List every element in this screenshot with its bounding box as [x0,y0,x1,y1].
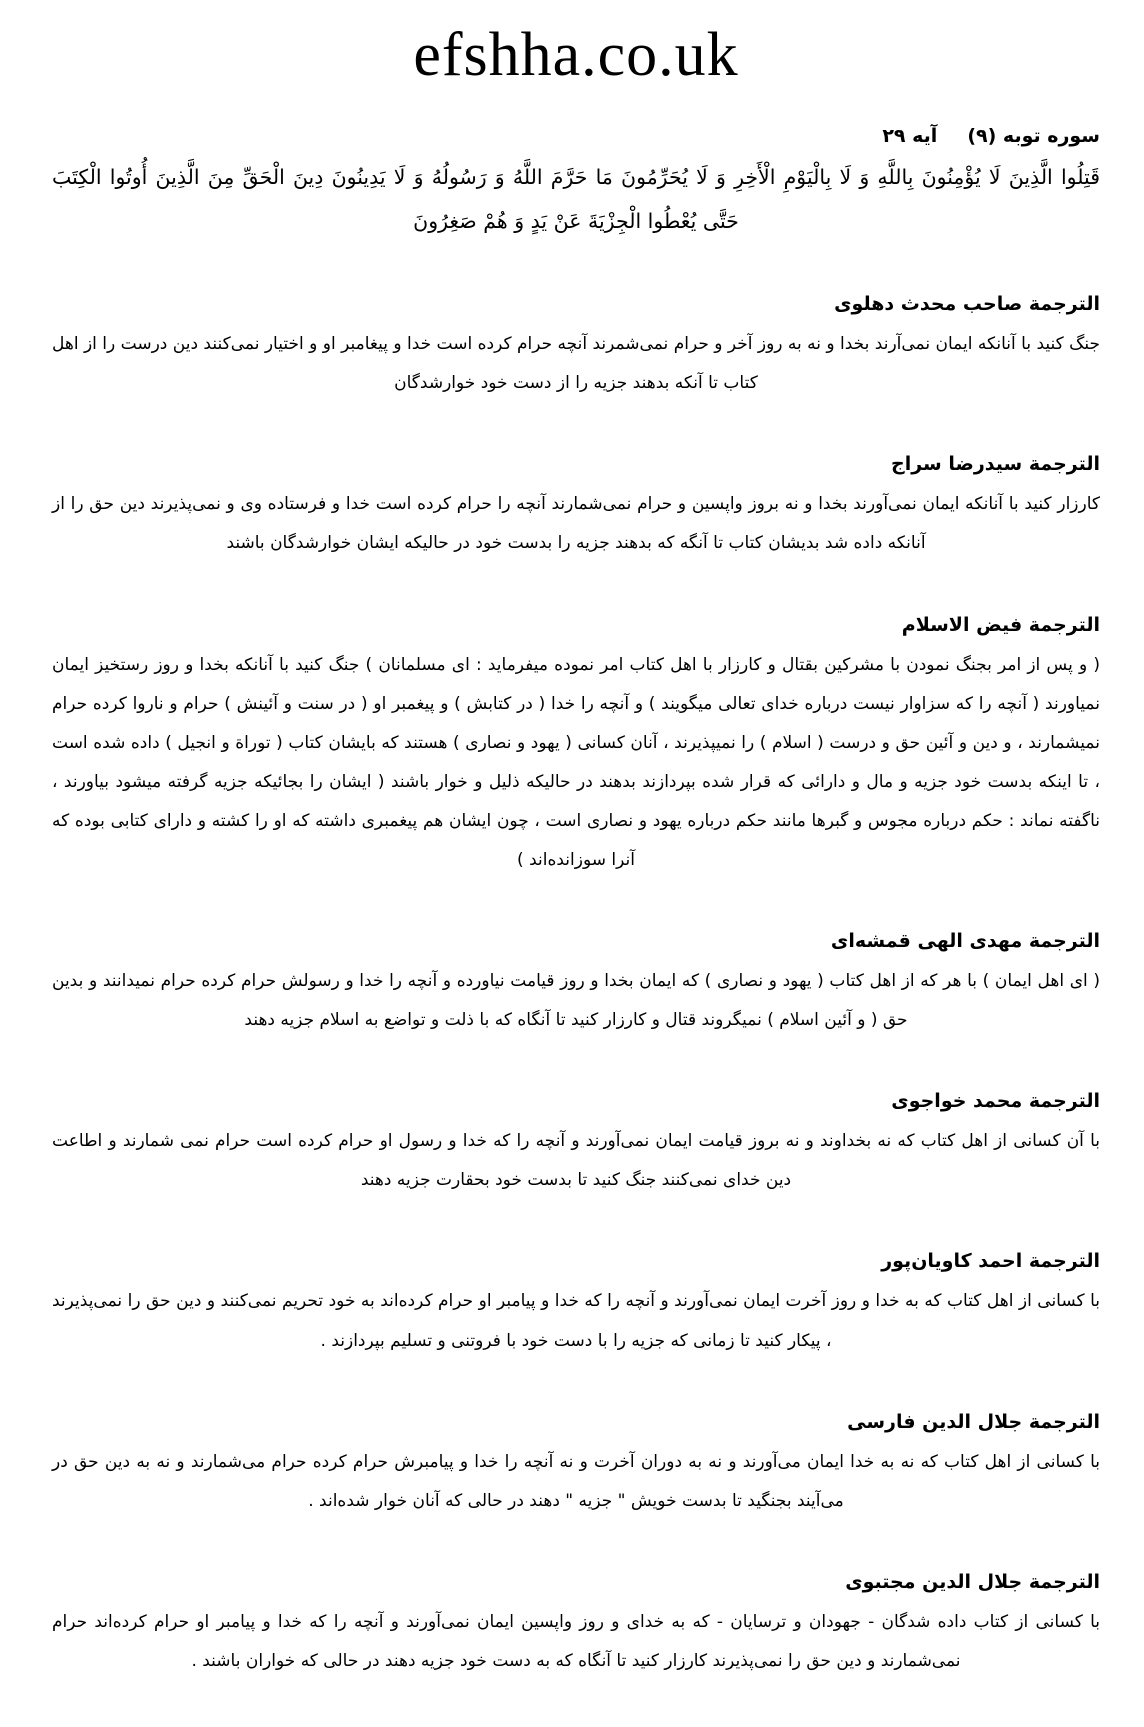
translation-section [52,1250,1100,1360]
translation-section [52,1411,1100,1521]
translation-header: الترجمة صاحب محدث دهلوى [834,293,1100,316]
translation-section [52,930,1100,1040]
arabic-verse-text: قَتِلُوا الَّذِينَ لَا يُؤْمِنُونَ بِاللَّهِ وَ لَا بِالْيَوْمِ الْأَخِرِ وَ لَا يُحَرِّمُونَ مَا حَرَّمَ اللَّهُ وَ رَسُولُهُ وَ لَا يَدِينُونَ دِينَ الْحَقِّ مِنَ الَّذِينَ أُوتُوا الْكِتَبَ حَتَّى يُعْطُوا الْجِزْيَةَ عَنْ يَدٍ وَ هُمْ صَغِرُونَ [52,165,1100,234]
translation-text: ( و پس از امر بجنگ نمودن با مشرکین بقتال و کارزار با اهل کتاب امر نموده میفرماید : ای مسلمانان ) جنگ کنید با آنانکه بخدا و روز رستخیز ایمان نمیاورند ( آنچه را که سزاوار نیست درباره خدای تعالی میگویند ) و آنچه را خدا ( در کتابش ) و پیغمبر او ( در سنت و آئینش ) حرام و ناروا کرده حرام نمیشمارند ، و دین و آئین حق و درست ( اسلام ) را نمیپذیرند ، آنان کسانی ( یهود و نصاری ) هستند که بایشان کتاب ( توراة و انجیل ) داده شده است ، تا اینکه بدست خود جزیه و مال و دارائی که قرار شده بپردازند بدهند در حالیکه ذلیل و خوار باشند ( ایشان را بجائیکه جزیه گرفته میشود بیاورند ، ناگفته نماند : حکم درباره مجوس و گبرها مانند حکم درباره یهود و نصاری است ، چون ایشان هم پیغمبری داشته که او را کشته و دارای کتابی بوده که آنرا سوزانده‌اند ) [52,654,1100,870]
translation-text: ( ای اهل ایمان ) با هر که از اهل کتاب ( یهود و نصاری ) که ایمان بخدا و روز قیامت نیاورده و آنچه را خدا و رسولش حرام کرده حرام نمیدانند و بدین حق ( و آئین اسلام ) نمیگروند قتال و کارزار کنید تا آنگاه که با ذلت و تواضع به اسلام جزیه دهند [52,971,1100,1031]
verse-header [52,125,1100,147]
translation-header: الترجمة سیدرضا سراج [891,453,1100,476]
translation-section [52,293,1100,403]
translation-header: الترجمة مهدی الهی قمشه‌ای [830,930,1100,953]
translation-text: جنگ کنید با آنانکه ایمان نمی‌آرند بخدا و نه به روز آخر و حرام نمی‌شمرند آنچه حرام کرده است خدا و پیغامبر او و اختیار نمی‌کنند دین درست را از اهل کتاب تا آنکه بدهند جزیه را از دست خود خوارشدگان [52,334,1100,394]
content-area [52,125,1100,1681]
translation-text: با کسانی از کتاب داده شدگان - جهودان و ترسایان - که به خدای و روز واپسین ایمان نمی‌آورند و آنچه را که خدا و پیامبر او حرام کرده‌اند حرام نمی‌شمارند و دین حق را نمی‌پذیرند کارزار کنید تا آنگاه که به دست خود جزیه دهند در حالی که خواران باشند . [52,1611,1100,1671]
translations-list [52,293,1100,1681]
translation-section [52,453,1100,563]
translation-header: الترجمة جلال الدین فارسی [847,1410,1100,1433]
translation-text: با کسانی از اهل کتاب که نه به خدا ایمان می‌آورند و نه به دوران آخرت و نه آنچه را خدا و پیامبرش حرام کرده حرام می‌شمارند و نه به دین حق در می‌آیند بجنگید تا بدست خویش " جزیه " دهند در حالی که آنان خوار شده‌اند . [52,1451,1100,1511]
translation-section [52,1090,1100,1200]
translation-text: با کسانی از اهل کتاب که به خدا و روز آخرت ایمان نمی‌آورند و آنچه را که خدا و پیامبر او حرام کرده‌اند به خود تحریم نمی‌کنند و دین حق را نمی‌پذیرند ، پیکار کنید تا زمانی که جزیه را با دست خود با فروتنی و تسلیم بپردازند . [52,1291,1100,1351]
surah-label: سوره توبه (۹) [967,125,1100,147]
translation-header: الترجمة جلال الدین مجتبوی [845,1570,1100,1593]
site-title: efshha.co.uk [413,21,739,89]
translation-header: الترجمة فیض الاسلام [901,613,1100,636]
translation-text: کارزار کنید با آنانکه ایمان نمی‌آورند بخدا و نه بروز واپسین و حرام نمی‌شمارند آنچه را حرام کرده است خدا و فرستاده وی و نمی‌پذیرند دین حق را از آنانکه داده شد بدیشان کتاب تا آنگه که بدهند جزیه را بدست خود در حالیکه ایشان خوارشدگان باشند [52,494,1100,554]
translation-section [52,614,1100,881]
ayah-label: آیه ۲۹ [882,125,938,147]
translation-text: با آن کسانی از اهل کتاب که نه بخداوند و نه بروز قیامت ایمان نمی‌آورند و آنچه را که خدا و رسول او حرام کرده است حرام نمی شمارند و اطاعت دین خدای نمی‌کنند جنگ کنید تا بدست خود بحقارت جزیه دهند [52,1131,1100,1191]
translation-header: الترجمة احمد کاویان‌پور [881,1250,1100,1273]
translation-header: الترجمة محمد خواجوی [891,1090,1100,1113]
translation-section [52,1571,1100,1681]
